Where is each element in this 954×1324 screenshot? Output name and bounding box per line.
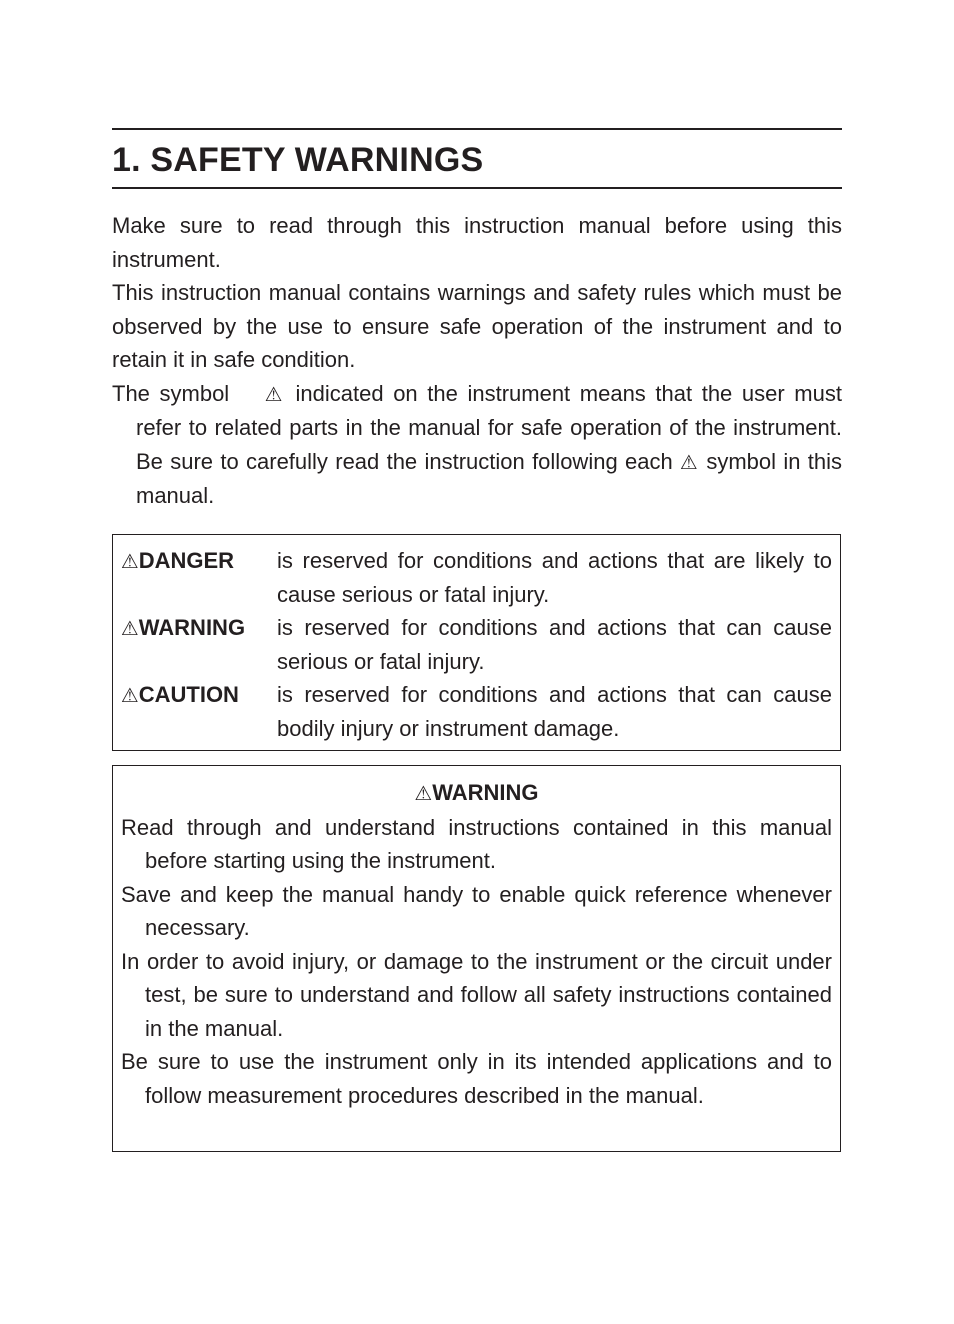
page-title: 1. SAFETY WARNINGS (112, 141, 484, 179)
warning-box (112, 765, 841, 1152)
caution-term (121, 678, 277, 745)
warning-triangle-icon: ⚠ (414, 782, 433, 805)
warning-heading-label: WARNING (432, 780, 539, 805)
title-rule-top (112, 128, 842, 130)
warning-box-heading (121, 776, 832, 811)
definition-row-warning (121, 611, 832, 678)
caution-description: is reserved for conditions and actions that can cause bodily injury or instrument damage. (277, 682, 832, 741)
warning-label: WARNING (138, 615, 246, 640)
symbol-sentence-start: The symbol (112, 380, 230, 406)
warning-triangle-icon: ⚠ (261, 382, 286, 406)
warning-triangle-icon: ⚠ (121, 550, 139, 573)
danger-description: is reserved for conditions and actions that are likely to cause serious or fatal injury. (277, 548, 832, 607)
definition-row-caution (121, 678, 832, 745)
warning-item-2: Save and keep the manual handy to enable quick reference whenever necessary. (121, 881, 832, 940)
symbol-sentence-end: symbol in this manual. (136, 448, 842, 508)
title-rule-bottom (112, 187, 842, 189)
definition-row-danger (121, 544, 832, 611)
warning-term (121, 611, 277, 678)
warning-triangle-icon: ⚠ (121, 617, 139, 640)
signal-word-definitions-box (112, 534, 841, 751)
warning-item-1: Read through and understand instructions contained in this manual before starting using the instrument. (121, 814, 832, 873)
warning-triangle-icon: ⚠ (680, 450, 699, 474)
caution-label: CAUTION (138, 682, 239, 707)
intro-text (112, 209, 842, 513)
danger-term (121, 544, 277, 611)
warning-item-4: Be sure to use the instrument only in its intended applications and to follow measurement procedures described in the manual. (121, 1049, 832, 1108)
warning-item-3: In order to avoid injury, or damage to the instrument or the circuit under test, be sure to understand and follow all safety instructions contained in the manual. (121, 948, 832, 1041)
warning-triangle-icon: ⚠ (121, 684, 139, 707)
intro-paragraph-1: Make sure to read through this instruction manual before using this instrument. (112, 213, 842, 272)
intro-paragraph-3 (112, 377, 842, 513)
intro-paragraph-2: This instruction manual contains warnings and safety rules which must be observed by the use to ensure safe operation of the instrument and to retain it in safe condition. (112, 280, 842, 372)
warning-description: is reserved for conditions and actions that can cause serious or fatal injury. (277, 615, 832, 674)
danger-label: DANGER (138, 548, 235, 573)
symbol-sentence-middle: indicated on the instrument means that the user must refer to related parts in the manual for safe operation of the instrument. Be sure to carefully read the instruction following each (136, 380, 842, 474)
